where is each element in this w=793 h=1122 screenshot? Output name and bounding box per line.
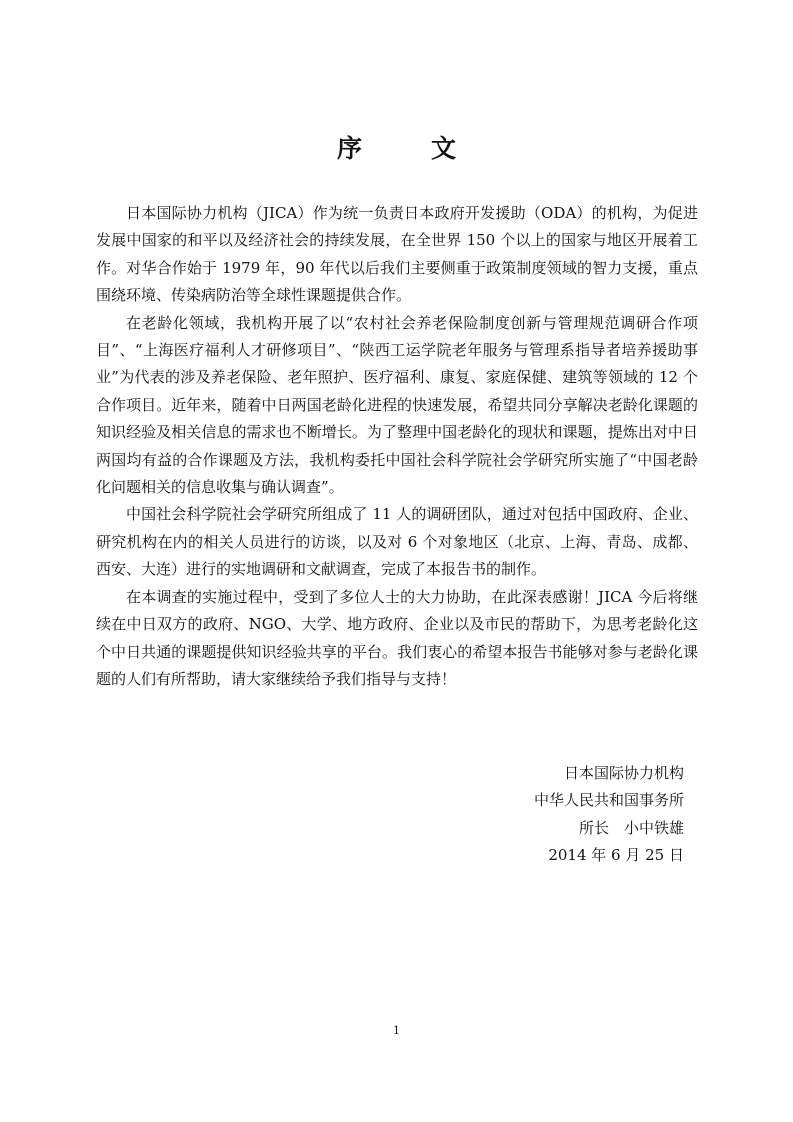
signature-organization: 日本国际协力机构	[563, 764, 684, 782]
paragraph-research-team: 中国社会科学院社会学研究所组成了 11 人的调研团队，通过对包括中国政府、企业、研究机构在内的相关人员进行的访谈，以及对 6 个对象地区（北京、上海、青岛、成都、西安、大连）进行的实地调研和文献调查，完成了本报告书的制作。	[96, 505, 698, 579]
signature-block	[534, 760, 684, 870]
paragraph-acknowledgement: 在本调查的实施过程中，受到了多位人士的大力协助，在此深表感谢！JICA 今后将继续在中日双方的政府、NGO、大学、地方政府、企业以及市民的帮助下，为思考老龄化这个中日共通的课题提供知识经验共享的平台。我们衷心的希望本报告书能够对参与老龄化课题的人们有所帮助，请大家继续给予我们指导与支持！	[96, 587, 698, 688]
page-title: 序 文	[336, 134, 478, 163]
paragraph-aging-projects: 在老龄化领域，我机构开展了以“农村社会养老保险制度创新与管理规范调研合作项目”、“上海医疗福利人才研修项目”、“陕西工运学院老年服务与管理系指导者培养援助事业”为代表的涉及养老保险、老年照护、医疗福利、康复、家庭保健、建筑等领域的 12 个合作项目。近年来，随着中日两国老龄化进程的快速发展，希望共同分享解决老龄化课题的知识经验及相关信息的需求也不断增长。为了整理中国老龄化的现状和课题，提炼出对中日两国均有益的合作课题及方法，我机构委托中国社会科学院社会学研究所实施了“中国老龄化问题相关的信息收集与确认调查”。	[96, 313, 698, 497]
signature-office: 中华人民共和国事务所	[533, 791, 684, 810]
page-number: 1	[393, 1024, 400, 1037]
signature-person: 所长 小中铁雄	[578, 818, 684, 837]
signature-date: 2014 年 6 月 25 日	[548, 846, 684, 865]
preface-body	[96, 200, 698, 693]
paragraph-jica-intro: 日本国际协力机构（JICA）作为统一负责日本政府开发援助（ODA）的机构，为促进发展中国家的和平以及经济社会的持续发展，在全世界 150 个以上的国家与地区开展着工作。对华合作始于 1979 年，90 年代以后我们主要侧重于政策制度领域的智力支援，重点围绕环境、传染病防治等全球性课题提供合作。	[96, 204, 698, 305]
